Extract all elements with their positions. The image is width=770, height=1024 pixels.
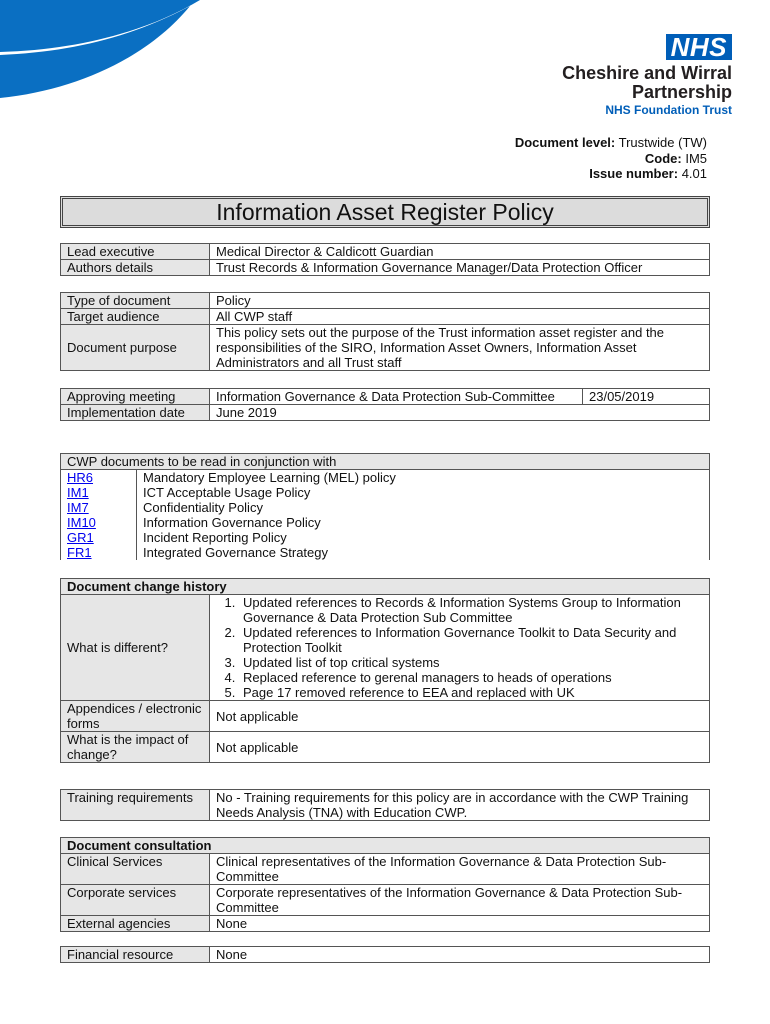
training-label: Training requirements (61, 790, 210, 821)
financial-table (60, 946, 710, 963)
change-history-header: Document change history (61, 579, 710, 595)
list-item: 4. Replaced reference to gerenal managers to heads of operations (239, 670, 703, 685)
approving-meeting-label: Approving meeting (61, 389, 210, 405)
change-history-table (60, 578, 710, 763)
financial-label: Financial resource (61, 947, 210, 963)
org-name (562, 64, 732, 102)
org-name-line1: Cheshire and Wirral (562, 63, 732, 83)
doc-type-label: Type of document (61, 293, 210, 309)
approving-meeting-date: 23/05/2019 (583, 389, 710, 405)
training-table (60, 789, 710, 821)
consultation-table (60, 837, 710, 932)
training-value: No - Training requirements for this policy are in accordance with the CWP Training Needs Analysis (TNA) with Education CWP. (210, 790, 710, 821)
doc-link-im1[interactable]: IM1 (67, 485, 89, 500)
related-doc-title: Mandatory Employee Learning (MEL) policy (143, 470, 396, 485)
doc-type-value: Policy (210, 293, 710, 309)
change-list (216, 595, 703, 700)
related-doc-title: Incident Reporting Policy (143, 530, 287, 545)
document-level: Document level: Trustwide (TW) (514, 135, 707, 150)
leads-table (60, 243, 710, 276)
doc-link-im7[interactable]: IM7 (67, 500, 89, 515)
related-doc-title: ICT Acceptable Usage Policy (143, 485, 311, 500)
list-item: 2. Updated references to Information Governance Toolkit to Data Security and Protection Toolkit (239, 625, 703, 655)
nhs-logo-mark: NHS (666, 34, 732, 60)
appendices-value: Not applicable (210, 701, 710, 732)
external-value: None (210, 916, 710, 932)
doc-link-gr1[interactable]: GR1 (67, 530, 94, 545)
related-doc-title: Information Governance Policy (143, 515, 321, 530)
corporate-value: Corporate representatives of the Information Governance & Data Protection Sub-Committee (210, 885, 710, 916)
nhs-logo (562, 34, 732, 118)
corporate-label: Corporate services (61, 885, 210, 916)
lead-exec-value: Medical Director & Caldicott Guardian (210, 244, 710, 260)
implementation-date-value: June 2019 (210, 405, 710, 421)
what-different-label: What is different? (61, 595, 210, 701)
audience-value: All CWP staff (210, 309, 710, 325)
appendices-label: Appendices / electronic forms (61, 701, 210, 732)
related-docs-header: CWP documents to be read in conjunction with (61, 454, 710, 470)
org-subtitle: NHS Foundation Trust (605, 103, 732, 117)
impact-value: Not applicable (210, 732, 710, 763)
purpose-value: This policy sets out the purpose of the Trust information asset register and the responsibilities of the SIRO, Information Asset Owners, Information Asset Administrators and all Trust staff (210, 325, 710, 371)
document-code: Code: IM5 (644, 150, 707, 166)
document-meta (515, 135, 707, 182)
what-different-value (210, 595, 710, 701)
list-item: 3. Updated list of top critical systems (239, 655, 703, 670)
financial-value: None (210, 947, 710, 963)
header-swoosh (0, 0, 200, 100)
related-doc-title: Integrated Governance Strategy (143, 545, 329, 560)
page-title: Information Asset Register Policy (60, 196, 710, 228)
impact-label: What is the impact of change? (61, 732, 210, 763)
issue-number: Issue number: 4.01 (589, 166, 707, 181)
audience-label: Target audience (61, 309, 210, 325)
related-docs-codes (61, 470, 137, 561)
doc-link-fr1[interactable]: FR1 (67, 545, 92, 560)
related-docs-titles (137, 470, 710, 561)
org-name-line2: Partnership (631, 82, 732, 102)
lead-exec-label: Lead executive (61, 244, 210, 260)
external-label: External agencies (61, 916, 210, 932)
related-docs-table (60, 453, 710, 560)
purpose-label: Document purpose (61, 325, 210, 371)
related-doc-title: Confidentiality Policy (143, 500, 263, 515)
list-item: 1. Updated references to Records & Information Systems Group to Information Governance & Data Protection Sub Committee (239, 595, 703, 625)
doc-link-im10[interactable]: IM10 (67, 515, 96, 530)
approval-table (60, 388, 710, 421)
implementation-date-label: Implementation date (61, 405, 210, 421)
clinical-label: Clinical Services (61, 854, 210, 885)
approving-meeting-value: Information Governance & Data Protection Sub-Committee (210, 389, 583, 405)
authors-value: Trust Records & Information Governance Manager/Data Protection Officer (210, 260, 710, 276)
doc-type-table (60, 292, 710, 371)
list-item: 5. Page 17 removed reference to EEA and replaced with UK (239, 685, 703, 700)
doc-link-hr6[interactable]: HR6 (67, 470, 94, 485)
consultation-header: Document consultation (61, 838, 710, 854)
clinical-value: Clinical representatives of the Information Governance & Data Protection Sub-Committee (210, 854, 710, 885)
authors-label: Authors details (61, 260, 210, 276)
